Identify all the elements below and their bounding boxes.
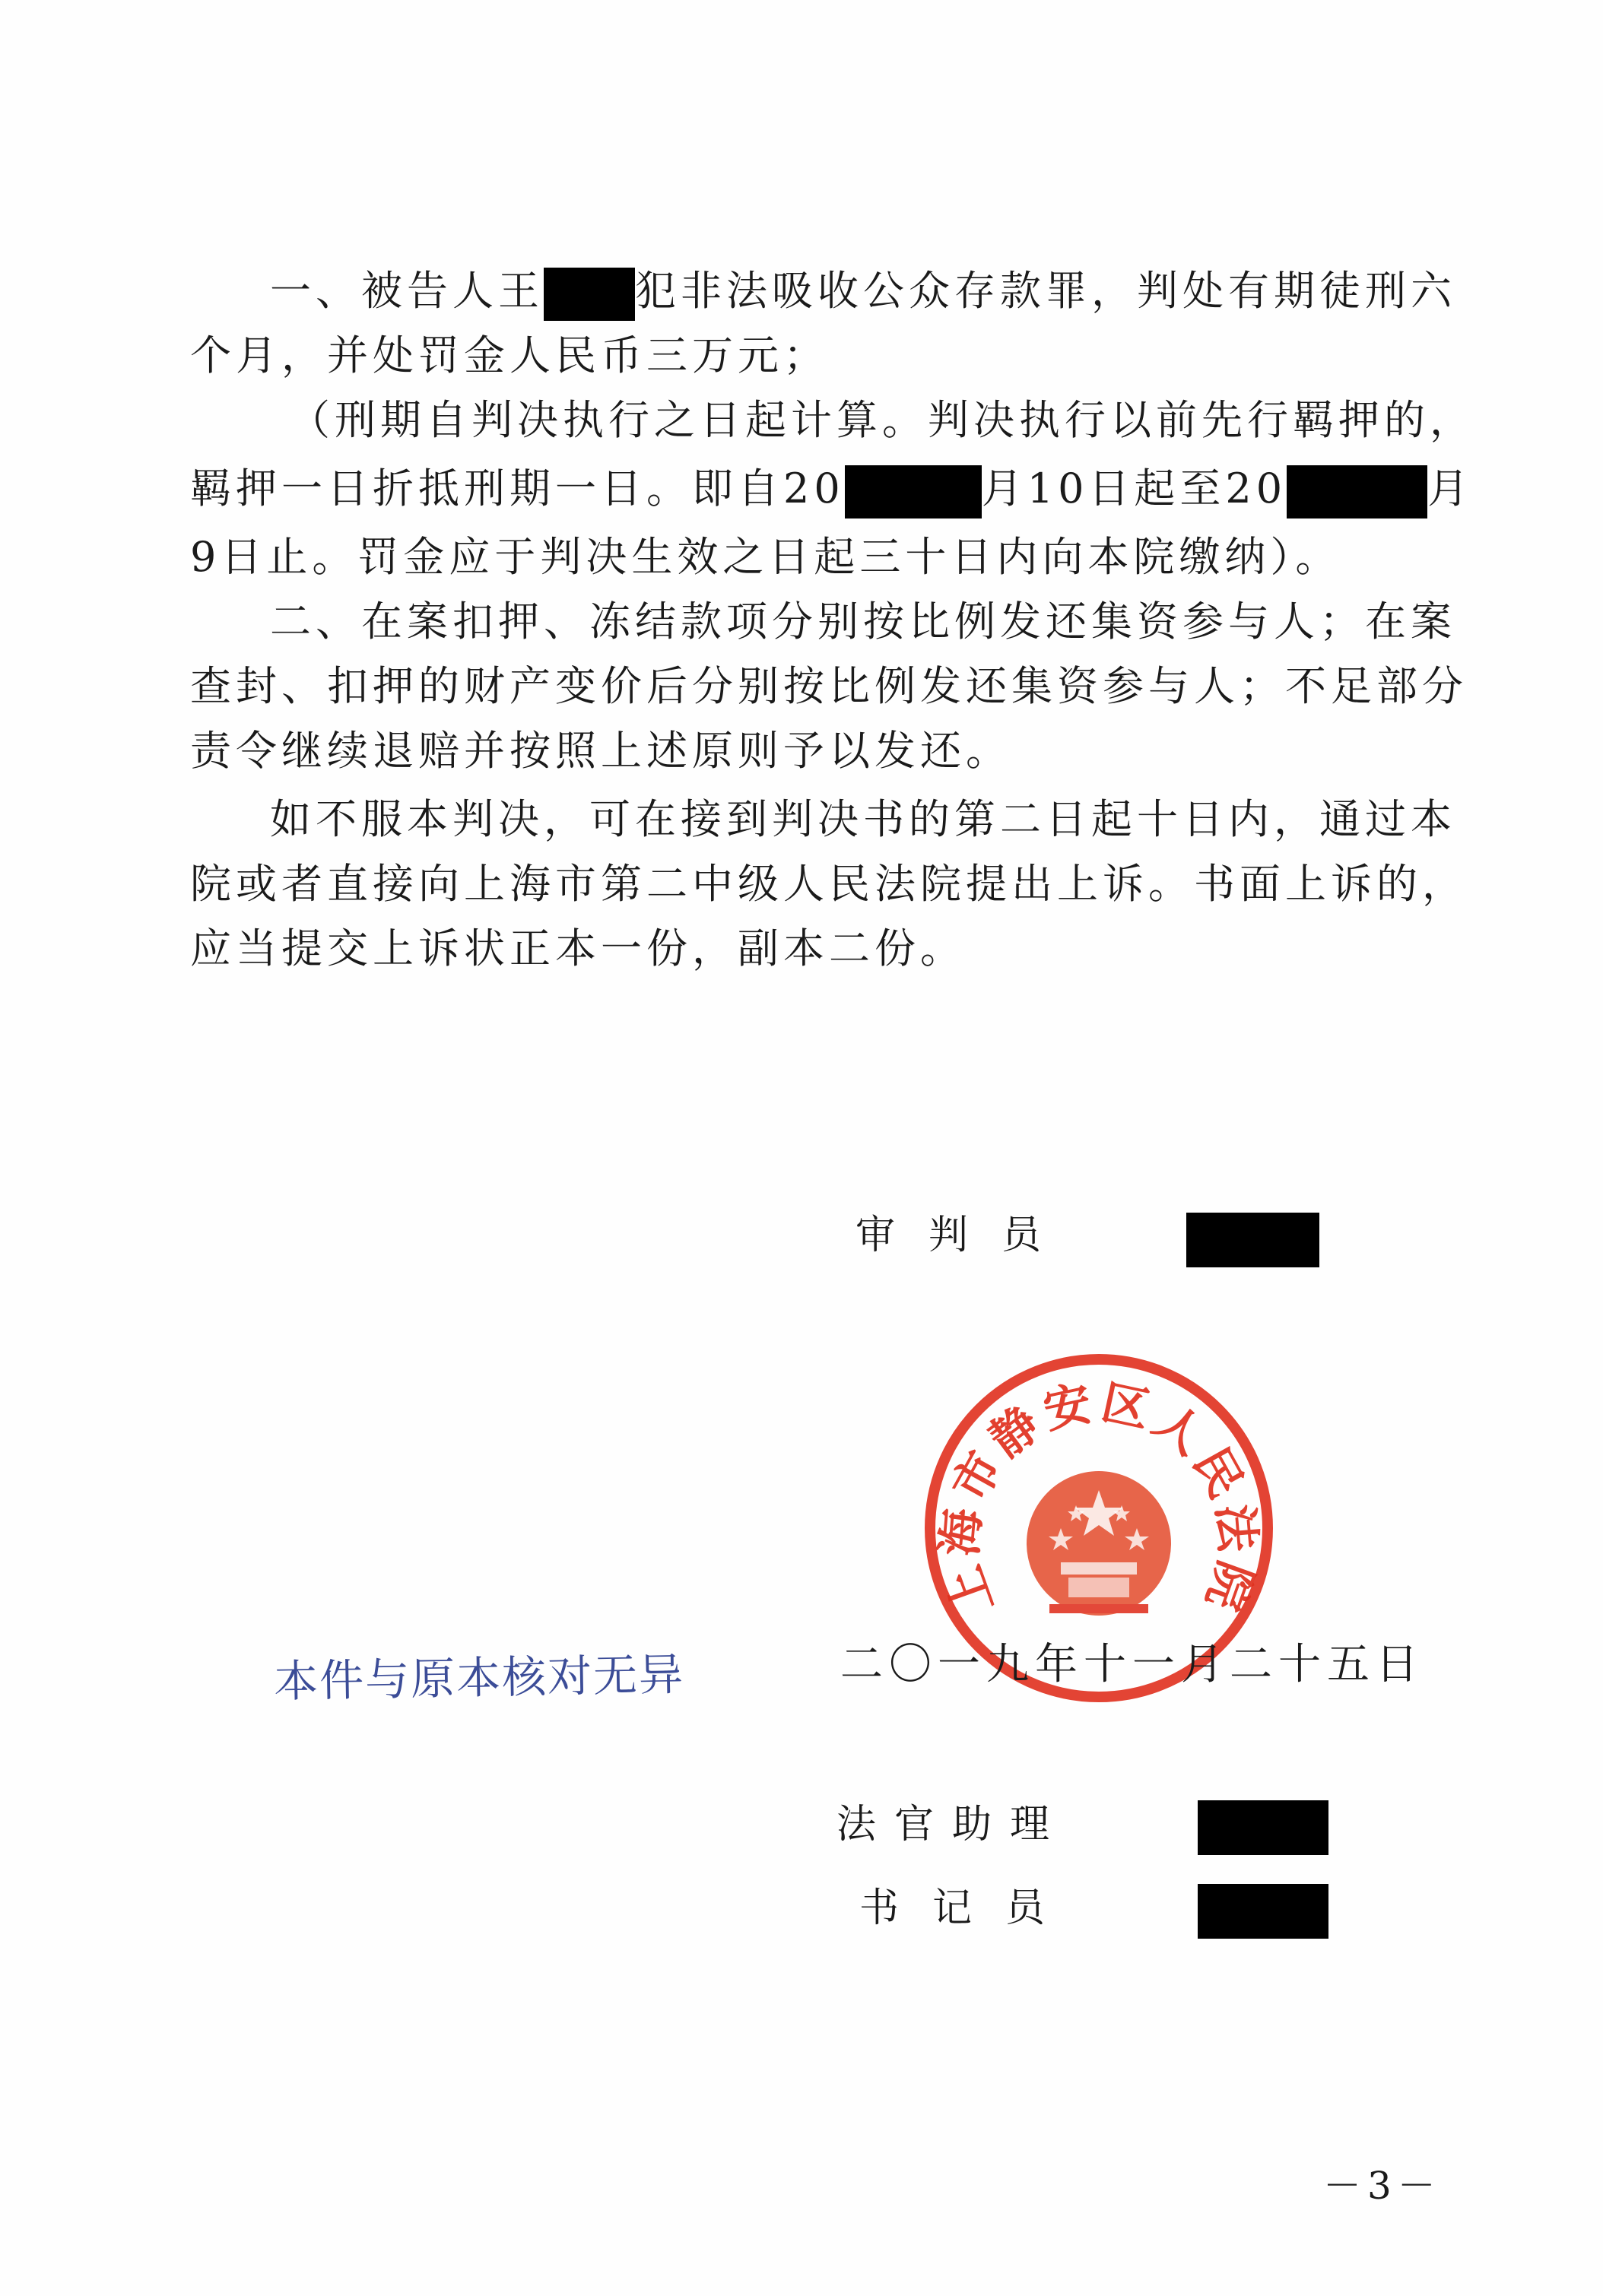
appeal-notice-line-1: 如不服本判决，可在接到判决书的第二日起十日内，通过本 — [270, 795, 1456, 843]
sentence-term-line-2 — [190, 456, 1474, 522]
seal-text: 上海市静安区人民法院 — [931, 1374, 1267, 1622]
verdict-item-one-line-1 — [270, 258, 1502, 324]
text-segment: 月10日起至20 — [981, 465, 1287, 512]
redacted-date-start — [845, 465, 982, 519]
judge-signature-row — [855, 1205, 1074, 1266]
redacted-name — [544, 268, 635, 321]
sentence-term-line-1: （刑期自判决执行之日起计算。判决执行以前先行羁押的， — [289, 396, 1475, 444]
assistant-label: 法官助理 — [836, 1802, 1068, 1847]
verdict-item-two-line-3: 责令继续退赔并按照上述原则予以发还。 — [190, 727, 1011, 775]
appeal-notice-line-3: 应当提交上诉状正本一份，副本二份。 — [190, 924, 966, 972]
sentence-term-line-3: 9日止。罚金应于判决生效之日起三十日内向本院缴纳）。 — [190, 533, 1341, 581]
assistant-signature-row — [836, 1794, 1068, 1855]
clerk-signature-row — [859, 1878, 1078, 1939]
verdict-item-two-line-2: 查封、扣押的财产变价后分别按比例发还集资参与人；不足部分 — [190, 662, 1468, 710]
appeal-notice-line-2: 院或者直接向上海市第二中级人民法院提出上诉。书面上诉的， — [190, 860, 1468, 908]
verification-stamp: 本件与原本核对无异 — [273, 1648, 685, 1708]
verdict-item-two-line-1: 二、在案扣押、冻结款项分别按比例发还集资参与人；在案 — [270, 598, 1456, 645]
verdict-item-one-line-2: 个月，并处罚金人民币三万元； — [190, 331, 829, 379]
text-segment: 羁押一日折抵刑期一日。即自20 — [190, 465, 845, 512]
redacted-date-end — [1287, 465, 1427, 519]
text-segment: 月 — [1427, 465, 1474, 512]
judgment-date: 二〇一九年十一月二十五日 — [840, 1640, 1424, 1689]
text-segment: 一、被告人王 — [270, 267, 544, 315]
judge-label: 审判员 — [855, 1213, 1075, 1258]
page-number: －3－ — [1323, 2164, 1442, 2208]
text-segment: 犯非法吸收公众存款罪，判处有期徒刑六 — [635, 267, 1456, 315]
redacted-judge-name — [1186, 1213, 1319, 1267]
redacted-clerk-name — [1198, 1884, 1328, 1939]
redacted-assistant-name — [1198, 1800, 1328, 1855]
clerk-label: 书记员 — [859, 1885, 1079, 1931]
